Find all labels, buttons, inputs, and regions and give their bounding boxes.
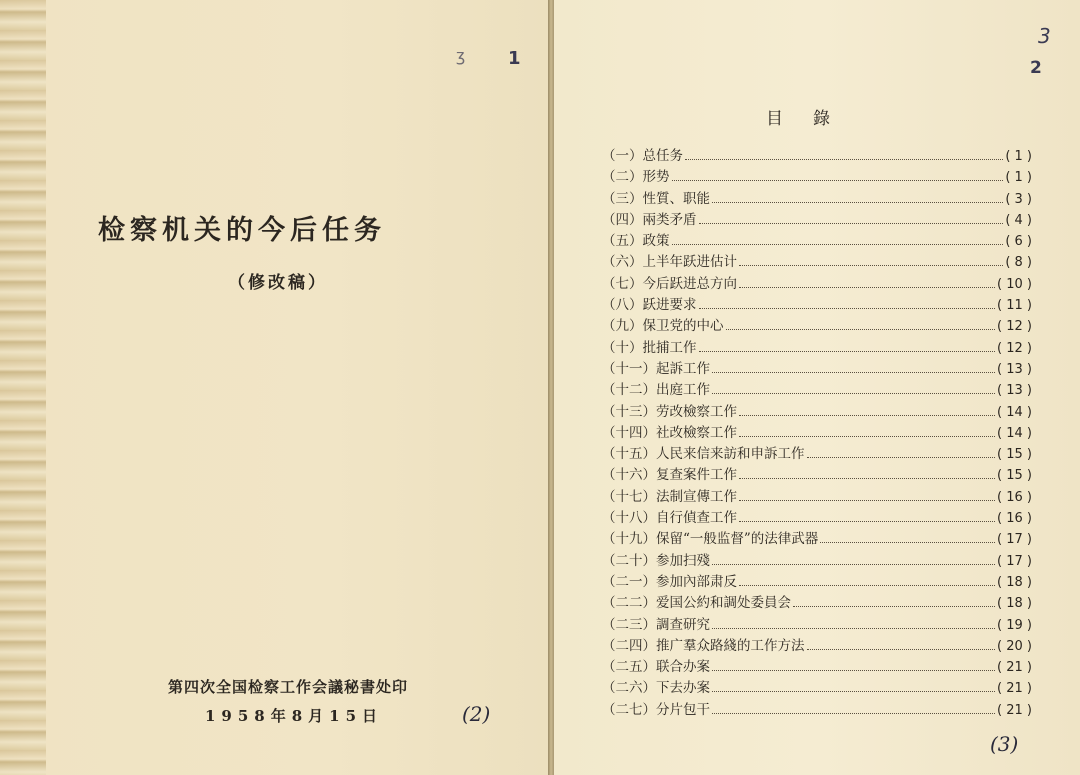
toc-entry-number: （一） [602,148,643,164]
toc-leader-dots [820,533,995,543]
toc-leader-dots [685,150,1003,160]
toc-entry-page: ( 1 ) [1005,170,1032,186]
toc-entry-number: （十七） [602,488,656,505]
toc-leader-dots [726,320,996,330]
toc-entry-label: 兩类矛盾 [642,211,697,228]
toc-entry-number: （七） [602,275,643,292]
toc-entry-number: （十二） [602,382,656,399]
toc-entry-label: 跃进要求 [642,297,697,314]
toc-entry-label: 政策 [642,233,670,250]
toc-entry-page: ( 17 ) [997,553,1032,569]
toc-entry-page: ( 13 ) [997,361,1032,377]
toc-entry-number: （二七） [602,701,656,718]
toc-entry-page: ( 12 ) [997,319,1032,335]
toc-entry [602,527,1032,548]
toc-entry-label: 性質、职能 [642,190,710,207]
toc-entry [602,144,1032,165]
page-mark-number: 2 [1030,58,1042,78]
toc-entry [602,250,1032,271]
toc-entry-page: ( 16 ) [997,511,1032,527]
toc-entry [602,421,1032,442]
toc-leader-dots [712,384,995,394]
toc-entry-label: 参加內部肃反 [656,573,737,590]
toc-page [554,0,1080,775]
toc-entry-page: ( 11 ) [997,298,1032,314]
toc-entry-label: 出庭工作 [656,382,710,399]
toc-entry [602,655,1032,676]
toc-entry-page: ( 12 ) [997,340,1032,356]
toc-leader-dots [712,682,995,692]
toc-leader-dots [712,192,1003,202]
toc-leader-dots [807,448,996,458]
toc-entry-number: （十六） [602,467,656,484]
toc-leader-dots [739,490,995,500]
toc-leader-dots [739,426,995,436]
toc-entry-label: 保留“一般监督”的法律武器 [656,531,819,548]
toc-entry-page: ( 15 ) [997,468,1032,484]
toc-entry [602,442,1032,463]
toc-entry-page: ( 14 ) [997,404,1032,420]
toc-entry [602,336,1032,357]
toc-entry-number: （十五） [602,446,656,463]
toc-entry [602,165,1032,186]
handwritten-page-number: (3) [990,732,1019,756]
toc-entry-number: （二四） [602,637,656,654]
toc-entry-page: ( 16 ) [997,489,1032,505]
toc-leader-dots [672,171,1004,181]
toc-entry-number: （二六） [602,680,656,697]
toc-leader-dots [712,363,995,373]
toc-entry-label: 联合办案 [656,659,710,676]
toc-entry-label: 复查案件工作 [656,467,737,484]
toc-leader-dots [793,597,995,607]
toc-entry-page: ( 8 ) [1005,255,1032,271]
print-date: 1958年8月15日 [205,707,384,725]
toc-entry-page: ( 13 ) [997,383,1032,399]
toc-entry-page: ( 4 ) [1005,212,1032,228]
toc-entry [602,591,1032,612]
toc-entry [602,570,1032,591]
toc-leader-dots [739,277,995,287]
toc-entry [602,549,1032,570]
toc-entry-number: （二十） [602,552,656,569]
toc-entry-label: 社改檢察工作 [656,424,737,441]
toc-entry [602,293,1032,314]
toc-entry-label: 上半年跃进估计 [642,254,737,271]
toc-leader-dots [699,213,1004,223]
toc-entry-label: 今后跃进总方向 [642,275,737,292]
toc-entry-number: （十三） [602,403,656,420]
toc-entry [602,400,1032,421]
toc-entry [602,378,1032,399]
toc-entry-label: 分片包干 [656,701,710,718]
toc-leader-dots [807,639,996,649]
toc-entry [602,229,1032,250]
toc-list [602,144,1032,719]
toc-entry-label: 参加扫殘 [656,552,710,569]
document-subtitle: （修改稿） [228,273,328,293]
toc-entry-label: 下去办案 [656,680,710,697]
page-mark-number: 1 [508,48,521,69]
toc-leader-dots [712,554,995,564]
toc-leader-dots [739,256,1003,266]
toc-entry-label: 調查研究 [656,616,710,633]
page-mark-handwritten: 3 [1038,24,1051,48]
toc-leader-dots [739,576,995,586]
toc-entry-label: 自行偵查工作 [656,510,737,527]
toc-entry-label: 总任务 [642,148,683,164]
toc-entry-page: ( 21 ) [997,681,1032,697]
toc-entry-label: 保卫党的中心 [642,318,724,335]
page-mark-faint: ʒ [456,46,466,65]
toc-entry-number: （十四） [602,424,656,441]
toc-leader-dots [739,405,995,415]
toc-entry-page: ( 20 ) [997,638,1032,654]
toc-entry [602,634,1032,655]
toc-entry [602,357,1032,378]
toc-entry-page: ( 1 ) [1005,149,1032,164]
toc-leader-dots [712,703,995,713]
toc-entry-page: ( 3 ) [1005,191,1032,207]
handwritten-page-number: (2) [462,702,491,726]
toc-entry-page: ( 21 ) [997,702,1032,718]
toc-entry-page: ( 6 ) [1005,234,1032,250]
toc-entry-page: ( 17 ) [997,532,1032,548]
toc-leader-dots [739,512,995,522]
toc-entry [602,698,1032,719]
toc-entry-number: （二三） [602,616,656,633]
toc-entry-number: （六） [602,254,643,271]
toc-entry-page: ( 18 ) [997,574,1032,590]
toc-entry-number: （九） [602,318,643,335]
toc-entry-label: 形势 [642,169,670,186]
toc-entry [602,485,1032,506]
toc-entry-number: （十八） [602,510,656,527]
toc-entry [602,272,1032,293]
toc-entry-number: （二一） [602,573,656,590]
toc-entry-page: ( 19 ) [997,617,1032,633]
toc-entry-label: 推广羣众路綫的工作方法 [656,637,805,654]
toc-entry-number: （十一） [602,360,656,377]
toc-entry [602,463,1032,484]
toc-entry-label: 批捕工作 [642,339,697,356]
toc-leader-dots [699,299,996,309]
toc-entry-number: （四） [602,211,643,228]
toc-leader-dots [672,235,1004,245]
toc-entry-page: ( 15 ) [997,447,1032,463]
toc-entry-page: ( 21 ) [997,660,1032,676]
toc-entry-label: 法制宣傳工作 [656,488,737,505]
toc-entry [602,506,1032,527]
toc-entry [602,613,1032,634]
toc-entry-number: （二二） [602,595,656,612]
toc-leader-dots [712,618,995,628]
publisher-line: 第四次全国检察工作会議秘書处印 [168,678,409,696]
toc-entry-number: （十） [602,339,643,356]
toc-entry-page: ( 10 ) [997,276,1032,292]
toc-entry-label: 爱国公約和調处委員会 [656,595,791,612]
toc-entry-number: （十九） [602,531,656,548]
toc-entry-label: 劳改檢察工作 [656,403,737,420]
toc-entry [602,208,1032,229]
document-title: 检察机关的今后任务 [98,215,386,246]
toc-entry-page: ( 14 ) [997,425,1032,441]
toc-entry [602,676,1032,697]
toc-leader-dots [712,661,995,671]
toc-entry [602,187,1032,208]
toc-entry-number: （二） [602,169,643,186]
toc-entry-number: （二五） [602,659,656,676]
toc-entry-number: （五） [602,233,643,250]
toc-entry-label: 起訴工作 [656,360,710,377]
toc-entry-page: ( 18 ) [997,596,1032,612]
toc-entry [602,314,1032,335]
toc-entry-label: 人民来信来訪和申訴工作 [656,446,805,463]
toc-leader-dots [699,341,996,351]
toc-entry-number: （三） [602,190,643,207]
toc-heading: 目錄 [766,109,860,129]
toc-leader-dots [739,469,995,479]
toc-entry-number: （八） [602,297,643,314]
